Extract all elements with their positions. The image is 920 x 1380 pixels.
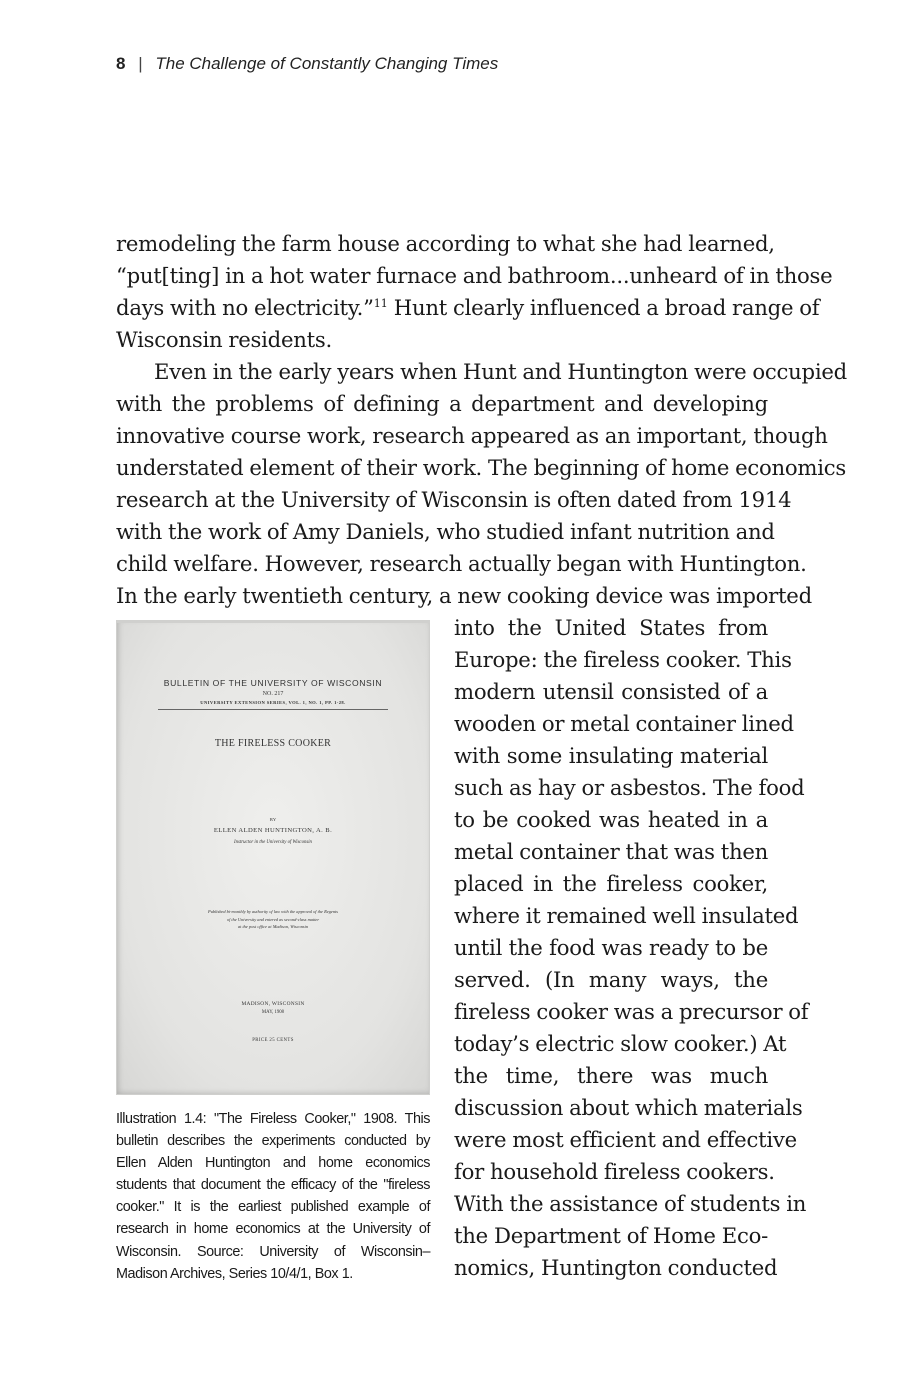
body-line: into the United States from <box>454 615 768 640</box>
body-line: child welfare. However, research actually began with Huntington. <box>116 551 807 576</box>
running-title: The Challenge of Constantly Changing Times <box>155 54 499 73</box>
bulletin-date: MAY, 1908 <box>261 1010 285 1015</box>
bulletin-publication-note <box>116 908 430 931</box>
body-text-full-width <box>116 228 847 612</box>
bulletin-author: ELLEN ALDEN HUNTINGTON, A. B. <box>213 827 333 834</box>
bulletin-number: NO. 217 <box>262 691 284 697</box>
caption-line: research in home economics at the University of <box>116 1221 430 1238</box>
body-line: Wisconsin residents. <box>116 327 333 352</box>
body-line: such as hay or asbestos. The food <box>454 775 805 800</box>
caption-line: Ellen Alden Huntington and home economics <box>116 1155 430 1172</box>
bulletin-rule <box>158 709 388 710</box>
body-line: remodeling the farm house according to what she had learned, <box>116 231 775 256</box>
body-line-with-footnote <box>116 292 820 324</box>
page-number: 8 <box>116 54 126 73</box>
body-line: with the problems of defining a department and developing <box>116 391 768 416</box>
body-line: served. (In many ways, the <box>454 967 768 992</box>
body-line: until the food was ready to be <box>454 935 768 960</box>
caption-line: Illustration 1.4: "The Fireless Cooker," 1908. This <box>116 1111 430 1127</box>
body-line: with some insulating material <box>454 743 768 768</box>
body-line: were most efficient and effective <box>454 1127 797 1152</box>
publication-line: of the University and entered as second-class matter <box>226 916 320 922</box>
figure-bulletin-cover <box>116 620 430 1095</box>
body-line: “put[ting] in a hot water furnace and bathroom...unheard of in those <box>116 263 833 288</box>
body-line: metal container that was then <box>454 839 769 864</box>
caption-line: cooker." It is the earliest published example of <box>116 1199 430 1216</box>
publication-line: at the post office at Madison, Wisconsin <box>237 924 309 929</box>
body-line: In the early twentieth century, a new cooking device was imported <box>116 583 812 608</box>
body-line: nomics, Huntington conducted <box>454 1255 778 1280</box>
header-separator: | <box>138 54 143 73</box>
bulletin-heading: BULLETIN OF THE UNIVERSITY OF WISCONSIN <box>163 678 383 688</box>
figure-caption <box>116 1108 430 1285</box>
body-line: with the work of Amy Daniels, who studied infant nutrition and <box>116 519 775 544</box>
caption-line: bulletin describes the experiments conducted by <box>116 1133 430 1150</box>
bulletin-by: BY <box>269 817 277 822</box>
body-line: wooden or metal container lined <box>454 711 794 736</box>
caption-line: Wisconsin. Source: University of Wisconsin– <box>116 1243 430 1260</box>
body-line: discussion about which materials <box>454 1095 803 1120</box>
body-line: where it remained well insulated <box>454 903 799 928</box>
caption-line: students that document the efficacy of the "fireless <box>116 1177 430 1194</box>
body-line: research at the University of Wisconsin is often dated from 1914 <box>116 487 792 512</box>
body-line: the Department of Home Eco- <box>454 1223 768 1248</box>
body-line: placed in the fireless cooker, <box>454 871 768 896</box>
paper-edge <box>116 620 430 623</box>
running-head <box>116 54 498 74</box>
bulletin-series: UNIVERSITY EXTENSION SERIES, VOL. 1, NO. 1, PP. 1-28. <box>200 700 346 705</box>
caption-line: Madison Archives, Series 10/4/1, Box 1. <box>116 1265 353 1282</box>
body-line: for household fireless cookers. <box>454 1159 775 1184</box>
body-line: today’s electric slow cooker.) At <box>454 1031 787 1056</box>
footnote-reference: 11 <box>373 296 388 310</box>
bulletin-place: MADISON, WISCONSIN <box>241 1001 305 1007</box>
body-line-text: Hunt clearly influenced a broad range of <box>393 295 820 320</box>
body-line: innovative course work, research appeared as an important, though <box>116 423 828 448</box>
bulletin-title: THE FIRELESS COOKER <box>214 738 332 749</box>
body-line-text: days with no electricity.” <box>116 295 374 320</box>
body-line: Europe: the fireless cooker. This <box>454 647 792 672</box>
body-line: modern utensil consisted of a <box>454 679 768 704</box>
body-line: With the assistance of students in <box>454 1191 807 1216</box>
bulletin-cover-image <box>116 620 430 1095</box>
bulletin-author-role: Instructor in the University of Wisconsin <box>234 840 312 845</box>
body-text-column <box>454 612 809 1284</box>
paragraph-first-line: Even in the early years when Hunt and Huntington were occupied <box>154 359 847 384</box>
body-line: understated element of their work. The beginning of home economics <box>116 455 847 480</box>
body-line: to be cooked was heated in a <box>454 807 768 832</box>
publication-line: Published bi-monthly by authority of law with the approval of the Regents <box>208 909 338 914</box>
body-line: fireless cooker was a precursor of <box>454 999 809 1024</box>
body-line: the time, there was much <box>454 1063 768 1088</box>
bulletin-price: PRICE 25 CENTS <box>252 1038 294 1043</box>
